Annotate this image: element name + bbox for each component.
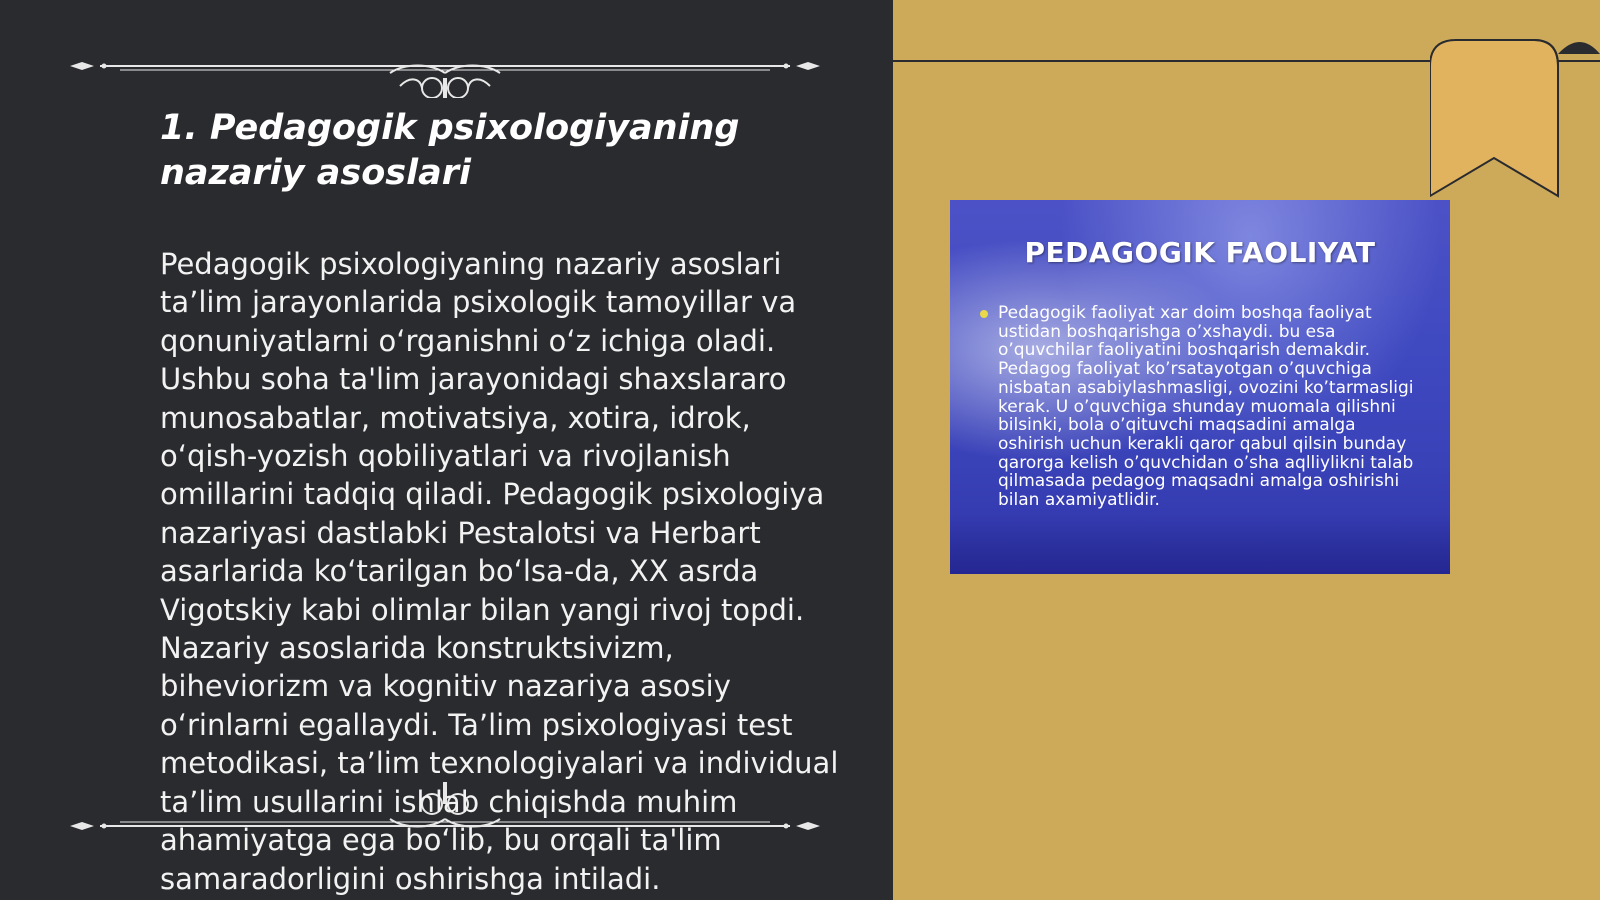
slide-body-text: Pedagogik psixologiyaning nazariy asoslari ta’lim jarayonlarida psixologik tamoyillar va qonuniyatlarni o‘rganishni o‘z ichiga oladi. Ushbu soha ta'lim jarayonidagi shaxslararo munosabatlar, motivatsiya, xotira, idrok, o‘qish-yozish qobiliyatlari va rivojlanish omillarini tadqiq qiladi. Pedagogik psixologiya nazariyasi dastlabki Pestalotsi va Herbart asarlarida ko‘tarilgan bo‘lsa-da, XX asrda Vigotskiy kabi olimlar bilan yangi rivoj topdi. Nazariy asoslarida konstruktsivizm, biheviorizm va kognitiv nazariya asosiy o‘rinlarni egallaydi. Ta’lim psixologiyasi test metodikasi, ta’lim texnologiyalari va individual ta’lim usullarini ishlab chiqishda muhim ahamiyatga ega bo‘lib, bu orqali ta'lim samaradorligini oshirishga intiladi.: [160, 247, 839, 896]
pedagogik-faoliyat-image: [950, 200, 1450, 574]
image-bullet-text: Pedagogik faoliyat xar doim boshqa faoliyat ustidan boshqarishga o’xshaydi. bu esa o’quvchilar faoliyatini boshqarish demakdir. Pedagog faoliyat ko’rsatayotgan o’quvchiga nisbatan asabiylashmasligi, ovozini ko’tarmasligi kerak. U o’quvchiga shunday muomala qilishni bilsinki, bola o’qituvchi maqsadini amalga oshirish uchun kerakli qaror qabul qilsin bunday qarorga kelish o’quvchidan o’sha aqlliylikni talab qilmasada pedagog maqsadni amalga oshirishi bilan axamiyatlidir.: [998, 303, 1414, 511]
slide-title: 1. Pedagogik psixologiyaning nazariy asoslari: [160, 108, 740, 193]
bullet-icon: [980, 310, 988, 318]
top-ornament-icon: [60, 38, 830, 98]
image-title: PEDAGOGIK FAOLIYAT: [1024, 236, 1376, 269]
bookmark-ribbon-icon: [1430, 36, 1600, 201]
